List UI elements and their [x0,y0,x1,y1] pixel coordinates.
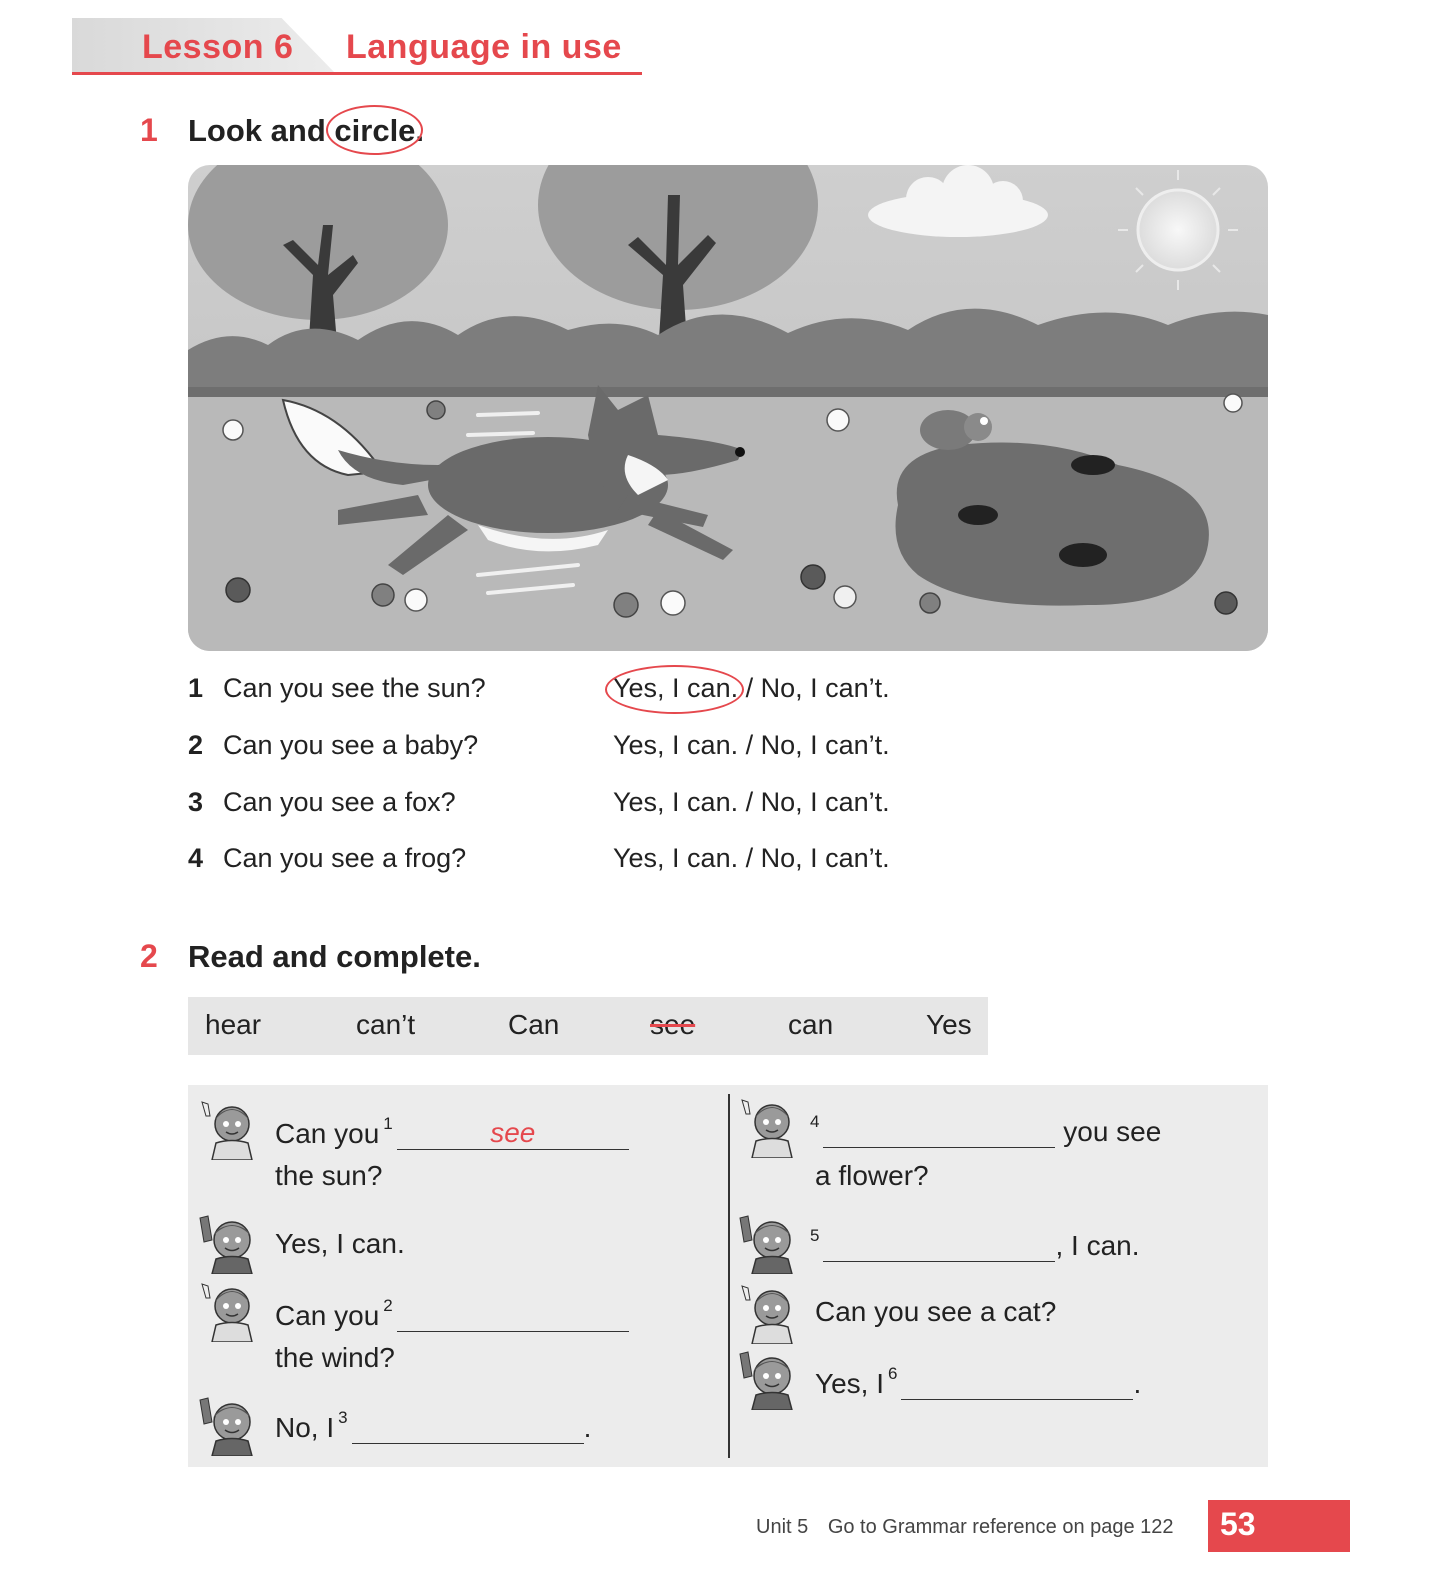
question-number: 4 [188,843,204,873]
dialogue-text: a flower? [815,1160,929,1191]
dialogue-text: . [583,1412,592,1443]
answer-no[interactable]: No, I can’t. [760,673,890,703]
answer-blank-3[interactable] [352,1411,584,1444]
dialogue-text: Yes, I [815,1368,885,1399]
answer-options [613,843,890,874]
girl-avatar-icon [198,1098,260,1160]
girl-avatar-icon [198,1280,260,1342]
lesson-title: Language in use [346,28,622,66]
question-text: Can you see a baby? [223,730,479,760]
scene-illustration [188,165,1268,651]
question-number: 1 [188,673,204,703]
question-text: Can you see a fox? [223,787,456,817]
dialogue-divider [728,1094,730,1458]
instruction-period: . [415,113,425,148]
answer-no[interactable]: No, I can’t. [760,730,890,760]
footer-grammar-link[interactable]: Go to Grammar reference on page 122 [827,1516,1174,1538]
answer-separator: / [738,673,761,703]
blank-number: 5 [810,1226,820,1245]
girl-avatar-icon [738,1096,800,1158]
word-bank-item: can’t [356,1009,416,1040]
answer-separator: / [738,843,761,873]
girl-avatar-icon [738,1282,800,1344]
boy-avatar-icon [738,1212,800,1274]
dialogue-text: Can you [275,1118,380,1149]
question-2 [188,730,1088,776]
answer-blank-2[interactable] [397,1299,629,1332]
blank-number: 6 [888,1364,898,1383]
answer-blank-5[interactable] [823,1229,1055,1262]
example-answer: see [490,1117,536,1148]
answer-yes[interactable]: Yes, I can. [613,730,739,760]
dialogue-text: No, I [275,1412,335,1443]
blank-number: 2 [383,1296,393,1315]
word-bank [188,997,988,1055]
exercise-2-instruction: Read and complete. [188,939,481,974]
boy-avatar-icon [198,1212,260,1274]
dialogue-text: , I can. [1055,1230,1140,1261]
answer-options [613,787,890,818]
instruction-text: Look and [188,113,326,148]
answer-blank-6[interactable] [901,1367,1133,1400]
dialogue-right-line-4 [815,1364,1141,1400]
dialogue-left-line-1 [275,1114,629,1150]
dialogue-left-line-4 [275,1408,591,1444]
dialogue-text: . [1133,1368,1142,1399]
word-bank-item: hear [205,1009,262,1040]
blank-number: 1 [383,1114,393,1133]
word-bank-item: can [788,1009,834,1040]
answer-options [613,673,890,704]
footer-reference [756,1516,1174,1539]
question-3 [188,787,1088,833]
dialogue-left-line-3 [275,1296,629,1332]
word-bank-item: Can [508,1009,560,1040]
answer-yes[interactable]: Yes, I can. [613,787,739,817]
lesson-number: Lesson 6 [142,28,294,66]
dialogue-right-line-2 [810,1226,1140,1262]
question-number: 2 [188,730,204,760]
question-text: Can you see a frog? [223,843,467,873]
dialogue-right-line-1 [810,1112,1161,1148]
word-bank-item-used: see [650,1009,696,1040]
word-bank-item: Yes [926,1009,972,1040]
circled-word: circle [334,113,416,148]
question-text: Can you see the sun? [223,673,486,703]
boy-avatar-icon [738,1348,800,1410]
page-number: 53 [1220,1506,1256,1542]
grass-edge [188,387,1268,397]
blank-number: 4 [810,1112,820,1131]
answer-yes[interactable]: Yes, I can. [613,843,739,873]
answer-no[interactable]: No, I can’t. [760,787,890,817]
answer-no[interactable]: No, I can’t. [760,843,890,873]
footer-unit: Unit 5 [756,1516,809,1538]
blank-number: 3 [338,1408,348,1427]
answer-blank-1[interactable] [397,1117,629,1150]
question-1 [188,673,1088,719]
dialogue-text: Can you [275,1300,380,1331]
exercise-2-number: 2 [140,938,158,974]
answer-yes-circled[interactable]: Yes, I can. [613,673,739,703]
dialogue-text: the wind? [275,1342,395,1373]
answer-blank-4[interactable] [823,1115,1055,1148]
exercise-1-number: 1 [140,112,158,148]
boy-avatar-icon [198,1394,260,1456]
dialogue-text: Yes, I can. [275,1228,405,1259]
answer-options [613,730,890,761]
dialogue-text: you see [1063,1116,1162,1147]
question-4 [188,843,1088,889]
answer-separator: / [738,730,761,760]
dialogue-text: Can you see a cat? [815,1296,1057,1327]
answer-separator: / [738,787,761,817]
dialogue-text: the sun? [275,1160,383,1191]
exercise-1-instruction [188,113,424,149]
question-number: 3 [188,787,204,817]
lesson-header-underline [72,72,642,75]
